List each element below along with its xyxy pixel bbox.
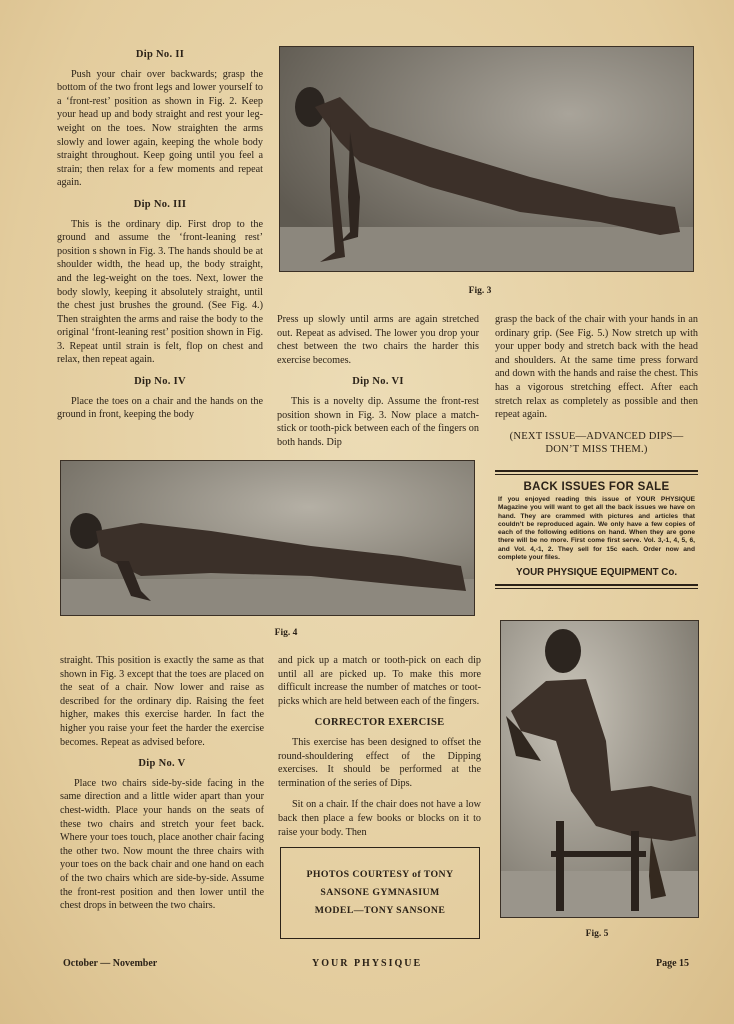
column-1 [57,44,263,430]
col4-text1: straight. This position is exactly the same as that shown in Fig. 3 except that the toes are placed on the seat of a chair. Now lower and raise as described for the ordinary dip. Raising the feet higher, makes this exercise harder. In fact the higher you raise your feet the harder the exercise becomes. Repeat as advised before. [60,655,264,748]
column-3 [495,313,698,456]
dip2-heading: Dip No. II [135,49,185,60]
next-issue-note: (NEXT ISSUE—ADVANCED DIPS— DON’T MISS THEM.) [509,430,684,455]
fig3-caption: Fig. 3 [468,286,492,296]
dip6-heading: Dip No. VI [352,376,404,388]
ad-text: If you enjoyed reading this issue of YOUR PHYSIQUE Magazine you will want to get all the back issues we have on hand. They are crammed with pictures and articles that couldn’t be reproduced again. We only have a few copies of each of the following editions on hand. When they are gone there will be no more. First come first serve. Vol. 3,-1, 4, 5, 6, and Vol. 4,-1, 2. They sell for 15c each. Order now and complete your files. [498,496,695,562]
footer-page-number: Page 15 [656,958,690,969]
credit-line-2: SANSONE GYMNASIUM [320,887,440,898]
fig4-photo [60,460,475,616]
column-4 [60,654,264,921]
ad-bottom-rule [495,584,698,589]
corrector-text1: This exercise has been designed to offset the round-shouldering effect of the Dipping exercises. It should be performed at the termination of the series of Dips. [278,736,481,789]
photo-credit-box [280,847,480,939]
ad-company: YOUR PHYSIQUE EQUIPMENT Co. [515,567,678,579]
dip5-heading: Dip No. V [138,758,186,770]
fig4-caption: Fig. 4 [274,628,298,638]
column-2 [277,313,479,457]
col5-text1: and pick up a match or tooth-pick on each dip until all are picked up. To make this more difficult increase the number of matches or toot-picks which are held between each of the fingers. [278,655,481,707]
ad-title: BACK ISSUES FOR SALE [523,481,670,493]
back-issues-ad [495,470,698,589]
corrector-heading: CORRECTOR EXERCISE [314,717,445,729]
fig5-photo [500,620,699,918]
fig5-caption: Fig. 5 [585,929,609,939]
footer-date: October — November [63,958,158,969]
dip3-text: This is the ordinary dip. First drop to the ground and assume the ‘front-leaning rest’ position s shown in Fig. 3. The hands should be at shoulder width, the head up, the body straight, and the leg-weight on the toes. Next, lower the body slowly, keeping it absolutely straight, until the chest just brushes the ground. (See Fig. 4.) Then straighten the arms and raise the body to the original ‘front-leaning rest’ position shown in Fig. 3. Repeat until strain is felt, flop on chest and relax, then repeat again. [57,218,263,366]
dip5-text: Place two chairs side-by-side facing in the same direction and a little wider apart than your chest-width. Place your hands on the seats of these two chairs and stretch your feet back. Where your toes touch, place another chair facing the other two. Now mount the three chairs with your toes on the back chair and one hand on each of the two chairs which are side-by-side. Assume the front-rest position and then lower until the chest drops in between the two chairs. [60,777,264,912]
col2-text1: Press up slowly until arms are again stretched out. Repeat as advised. The lower you drop your chest between the two chairs the harder this exercise becomes. [277,314,479,366]
ad-top-rule [495,470,698,475]
column-5 [278,654,481,847]
credit-line-1: PHOTOS COURTESY of TONY [306,869,454,880]
footer-magazine: YOUR PHYSIQUE [312,958,423,969]
dip4-heading: Dip No. IV [134,376,186,388]
dip4-text: Place the toes on a chair and the hands on the ground in front, keeping the body [57,395,263,421]
col3-text: grasp the back of the chair with your hands in an ordinary grip. (See Fig. 5.) Now stretch up with your upper body and stretch back with the head and shoulders. At the same time press forward and down with the hands and raise the chest. This has a vigorous stretching effect. After each stretch relax as completely as possible and then repeat again. [495,314,698,421]
dip3-heading: Dip No. III [133,198,187,210]
dip6-text: This is a novelty dip. Assume the front-rest position shown in Fig. 3. Now place a match-stick or tooth-pick between each of the fingers on both hands. Dip [277,395,479,448]
fig3-photo [279,46,694,272]
credit-line-3: MODEL—TONY SANSONE [314,905,446,916]
dip2-text: Push your chair over backwards; grasp the bottom of the two front legs and lower yourself to a ‘front-rest’ position as shown in Fig. 2. Keep your head up and body straight and rest your leg-weight on the toes. Now straighten the arms slowly and lower again, keeping the whole body straight throughout. Keep going until you feel a strain; then relax for a few moments and repeat again. [57,68,263,189]
corrector-text2: Sit on a chair. If the chair does not have a low back then place a few books or blocks on it to raise your body. Then [278,799,481,838]
